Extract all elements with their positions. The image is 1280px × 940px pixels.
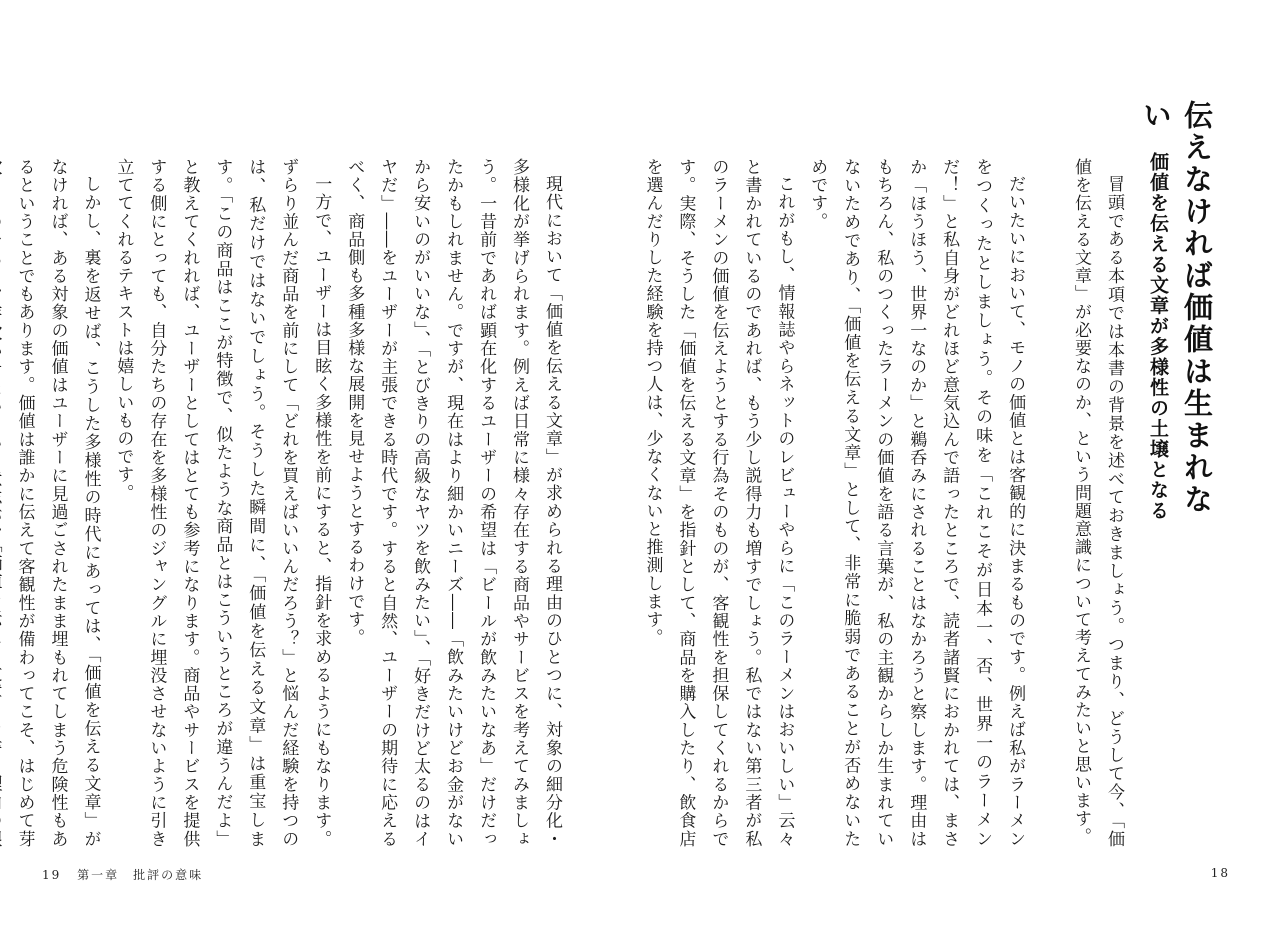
running-head: 第一章 批評の意味: [77, 868, 204, 882]
body-paragraph: だいたいにおいて、モノの価値とは客観的に決まるものです。例えば私がラーメンをつくったとしましょう。その味を「これこそが日本一、否、世界一のラーメンだ！」と私自身がどれほど意気込んで語ったところで、読者諸賢におかれては、まさか「ほうほう、世界一なのか」と鵜呑みにされることはなかろうと察します。理由はもちろん、私のつくったラーメンの価値を語る言葉が、私の主観からしか生まれていないためであり、「価値を伝える文章」として、非常に脆弱であることが否めないためです。: [807, 158, 1026, 848]
page-number: 19: [42, 868, 62, 882]
section-subtitle: 価値を伝える文章が多様性の土壌となる: [1147, 152, 1169, 521]
intro-paragraph: 冒頭である本項では本書の背景を述べておきましょう。つまり、どうして今、「価値を伝える文章」が必要なのか、という問題意識について考えてみたいと思います。: [1071, 158, 1124, 848]
right-folio: [1211, 866, 1230, 880]
body-paragraph: しかし、裏を返せば、こうした多様性の時代にあっては、「価値を伝える文章」がなければ、ある対象の価値はユーザーに見過ごされたまま埋もれてしまう危険性もあるということでもあります。価値は誰かに伝えて客観性が備わってこそ、はじめて芽: [14, 158, 101, 848]
section-title: 伝えなければ価値は生まれない: [1139, 100, 1214, 516]
body-paragraph: これがもし、情報誌やらネットのレビューやらに「このラーメンはおいしい」云々と書かれているのであれば、もう少し説得力も増すでしょう。私ではない第三者が私のラーメンの価値を伝えようとする行為そのものが、客観性を担保してくれるからです。実際、そうした「価値を伝える文章」を指針として、商品を購入したり、飲食店を選んだりした経験を持つ人は、少なくないと推測します。: [642, 158, 795, 848]
right-page-body: [642, 158, 1130, 848]
left-folio: [42, 866, 203, 883]
page-number: 18: [1210, 866, 1230, 880]
right-page: [640, 0, 1280, 940]
paragraph-spacer: [1031, 158, 1064, 848]
left-page-body: [14, 158, 568, 848]
body-paragraph: 一方で、ユーザーは目眩く多様性を前にすると、指針を求めるようにもなります。ずらり並んだ商品を前にして「どれを買えばいいんだろう？」と悩んだ経験を持つのは、私だけではないでしょう。そうした瞬間に、「価値を伝える文章」は重宝します。「この商品はここが特徴で、似たような商品とはこういうところが違うんだよ」と教えてくれれば、ユーザーとしてはとても参考になります。商品やサービスを提供する側にとっても、自分たちの存在を多様性のジャングルに埋没させないように引き立ててくれるテキストは嬉しいものです。: [113, 158, 332, 848]
body-paragraph: 現代において「価値を伝える文章」が求められる理由のひとつに、対象の細分化・多様化が挙げられます。例えば日常に様々存在する商品やサービスを考えてみましょう。一昔前であれば顕在化するユーザーの希望は「ビールが飲みたいなあ」だけだったかもしれません。ですが、現在はより細かいニーズ――「飲みたいけどお金がないから安いのがいいな」、「とびきりの高級なヤツを飲みたい」、「好きだけど太るのはイヤだ」――をユーザーが主張できる時代です。すると自然、ユーザーの期待に応えるべく、商品側も多種多様な展開を見せようとするわけです。: [344, 158, 562, 848]
